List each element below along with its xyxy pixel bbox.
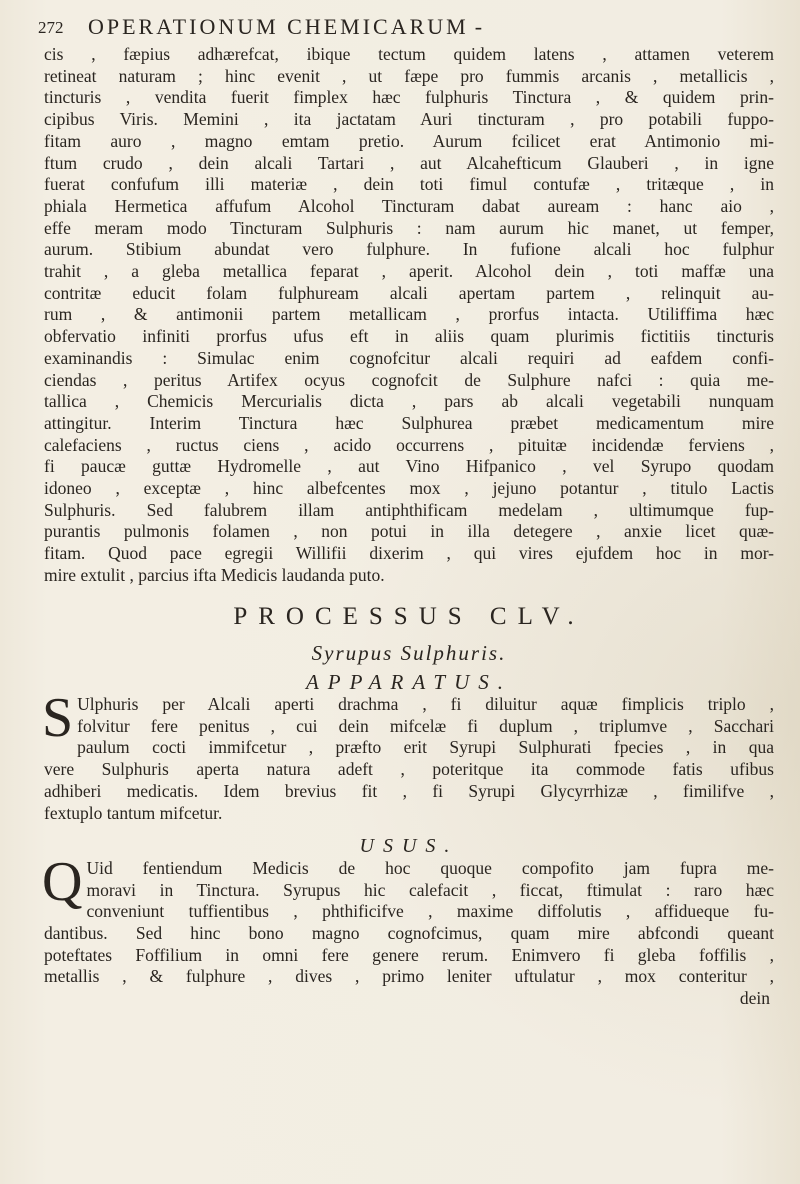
text-line: phiala Hermetica affufum Alcohol Tincturam dabat auream : hanc aio , <box>44 195 774 216</box>
text-line: retineat naturam ; hinc evenit , ut fæpe pro fummis arcanis , metallicis , <box>44 65 774 86</box>
drop-cap: S <box>42 686 74 749</box>
page-header <box>38 14 778 44</box>
catchword: dein <box>739 988 770 1009</box>
text-line: vere Sulphuris aperta natura adeft , poteritque ita commode fatis ufibus <box>44 759 774 780</box>
text-line: folvitur fere penitus , cui dein mifcelæ fi duplum , triplumve , Sacchari <box>77 715 774 736</box>
text-line: poteftates Foffilium in omni fere genere rerum. Enimvero fi gleba foffilis , <box>44 944 774 965</box>
text-line: fitam. Quod pace egregii Willifii dixerim , qui vires ejufdem hoc in mor- <box>44 543 774 564</box>
text-line: tallica , Chemicis Mercurialis dicta , pars ab alcali vegetabili nunquam <box>44 391 774 412</box>
text-line: conveniunt tuffientibus , phthificifve , maxime diffolutis , affidueque fu- <box>86 901 774 922</box>
text-line: dantibus. Sed hinc bono magno cognofcimus, quam mire abfcondi queant <box>44 923 774 944</box>
running-head-text: OPERATIONUM CHEMICARUM <box>88 14 469 39</box>
running-head-dash: - <box>474 14 483 39</box>
text-line: metallis , & fulphure , dives , primo leniter uftulatur , mox conteritur , <box>44 966 774 987</box>
text-line: fextuplo tantum mifcetur. <box>44 802 223 823</box>
usus-heading: USUS. <box>359 835 459 858</box>
text-line: obfervatio infiniti prorfus ufus eft in aliis quam plurimis fictitiis tincturis <box>44 326 774 347</box>
text-line: examinandis : Simulac enim cognofcitur alcali requiri ad eafdem confi- <box>44 347 774 368</box>
drop-cap: Q <box>42 850 83 913</box>
text-line: rum , & antimonii partem metallicam , prorfus intacta. Utiliffima hæc <box>44 304 774 325</box>
text-line: ciendas , peritus Artifex ocyus cognofcit de Sulphure nafci : quia me- <box>44 369 774 390</box>
page-body <box>44 44 774 1010</box>
text-line: Uid fentiendum Medicis de hoc quoque compofito jam fupra me- <box>86 857 774 878</box>
text-line: mire extulit , parcius ifta Medicis laudanda puto. <box>44 564 385 585</box>
text-line: adhiberi medicatis. Idem brevius fit , fi Syrupi Glycyrrhizæ , fimilifve , <box>44 780 774 801</box>
text-line: ftum crudo , dein alcali Tartari , aut Alcahefticum Glauberi , in igne <box>44 152 774 173</box>
text-line: fi paucæ guttæ Hydromelle , aut Vino Hifpanico , vel Syrupo quodam <box>44 456 774 477</box>
text-line: attingitur. Interim Tinctura hæc Sulphurea præbet medicamentum mire <box>44 412 774 433</box>
paragraph-apparatus <box>42 686 774 824</box>
text-line: idoneo , exceptæ , hinc albefcentes mox , jejuno potantur , titulo Lactis <box>44 478 774 499</box>
apparatus-heading: APPARATUS. <box>305 670 513 695</box>
text-line: fitam auro , magno emtam pretio. Aurum fcilicet erat Antimonio mi- <box>44 130 774 151</box>
process-heading: PROCESSUS CLV. <box>233 602 585 630</box>
text-line: contritæ educit folam fulphuream alcali apertam partem , relinquit au- <box>44 282 774 303</box>
text-line: paulum cocti immifcetur , præfto erit Syrupi Sulphurati fpecies , in qua <box>77 737 774 758</box>
text-line: cipibus Viris. Memini , ita jactatam Auri tincturam , pro potabili fuppo- <box>44 109 774 130</box>
text-line: tincturis , vendita fuerit fimplex hæc fulphuris Tinctura , & quidem prin- <box>44 87 774 108</box>
text-line: purantis pulmonis folamen , non potui in illa detegere , anxie licet quæ- <box>44 521 774 542</box>
text-line: moravi in Tinctura. Syrupus hic calefacit , ficcat, ftimulat : raro hæc <box>86 879 774 900</box>
text-line: fuerat confufum illi materiæ , dein toti fimul contufæ , tritæque , in <box>44 174 774 195</box>
text-line: aurum. Stibium abundat vero fulphure. In fufione alcali hoc fulphur <box>44 239 774 260</box>
text-line: cis , fæpius adhærefcat, ibique tectum quidem latens , attamen veterem <box>44 44 774 64</box>
paragraph-tinctura <box>44 44 774 587</box>
text-line: effe meram modo Tincturam Sulphuris : nam aurum hic manet, ut femper, <box>44 217 774 238</box>
text-line: Sulphuris. Sed falubrem illam antiphthificam medelam , ultimumque fup- <box>44 499 774 520</box>
page-number: 272 <box>38 18 64 37</box>
recipe-title: Syrupus Sulphuris. <box>311 640 507 665</box>
text-line: calefaciens , ructus ciens , acido occurrens , pituitæ incidendæ ferviens , <box>44 434 774 455</box>
running-head <box>88 14 482 40</box>
paragraph-usus <box>42 850 774 1010</box>
text-line: Ulphuris per Alcali aperti drachma , fi diluitur aquæ fimplicis triplo , <box>77 693 774 714</box>
text-line: trahit , a gleba metallica feparat , aperit. Alcohol dein , toti maffæ una <box>44 261 774 282</box>
